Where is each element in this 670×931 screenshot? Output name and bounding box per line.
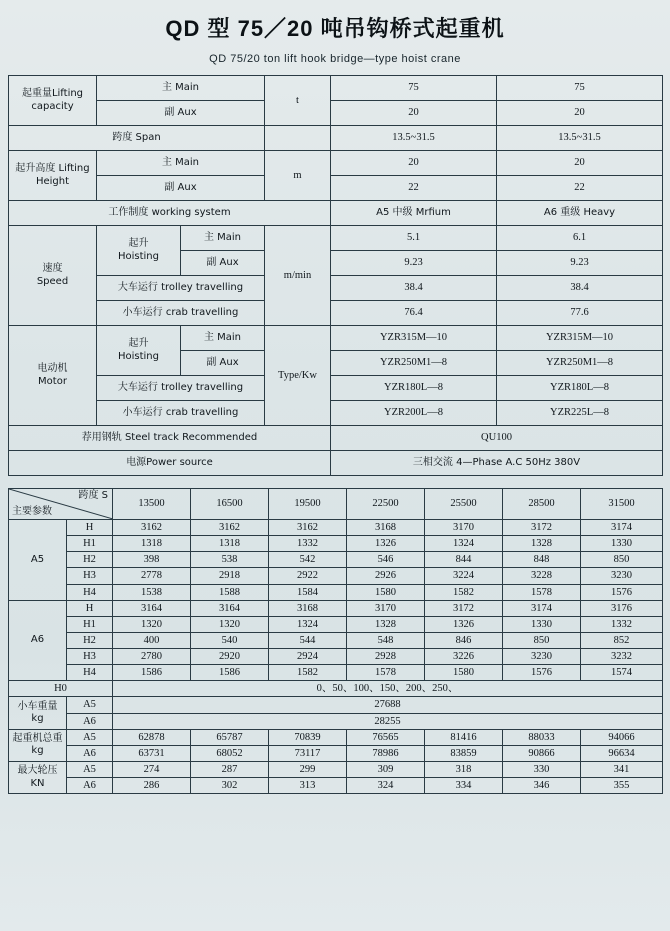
cell: 542 [269, 552, 347, 568]
cell: 3228 [503, 568, 581, 584]
cell: 1578 [503, 584, 581, 600]
row-label: A5 [67, 697, 113, 713]
table-row [9, 401, 663, 426]
cell: 355 [581, 778, 663, 794]
value-a5: 20 [331, 101, 497, 126]
table-row [9, 713, 663, 729]
row-label: A5 [67, 761, 113, 777]
row-label: 工作制度 working system [9, 201, 331, 226]
h0-value: 0、50、100、150、200、250、 [113, 681, 663, 697]
cell: 341 [581, 761, 663, 777]
value-a6: 22 [497, 176, 663, 201]
span-header: 28500 [503, 489, 581, 520]
row-label: 起重量Lifting capacity [9, 76, 97, 126]
table-row [9, 761, 663, 777]
table-row [9, 151, 663, 176]
trolley-weight-label: 小车重量 kg [9, 697, 67, 729]
cell: 538 [191, 552, 269, 568]
cell: 1318 [191, 536, 269, 552]
cell: 1580 [425, 665, 503, 681]
cell: 850 [503, 632, 581, 648]
group-label-a6: A6 [9, 600, 67, 681]
table-row [9, 536, 663, 552]
table-row [9, 376, 663, 401]
cell: 548 [347, 632, 425, 648]
cell: 2918 [191, 568, 269, 584]
cell: 28255 [113, 713, 663, 729]
cell: 1318 [113, 536, 191, 552]
cell: 286 [113, 778, 191, 794]
cell: 76565 [347, 729, 425, 745]
table-row [9, 697, 663, 713]
cell: 3176 [581, 600, 663, 616]
cell: 540 [191, 632, 269, 648]
value-a5: 13.5~31.5 [331, 126, 497, 151]
cell: 1588 [191, 584, 269, 600]
table-row [9, 616, 663, 632]
cell: 2778 [113, 568, 191, 584]
specification-table [8, 75, 663, 476]
cell: 90866 [503, 745, 581, 761]
cell: 1538 [113, 584, 191, 600]
row-sublabel: 大车运行 trolley travelling [97, 376, 265, 401]
cell: 1576 [581, 584, 663, 600]
h0-label: H0 [9, 681, 113, 697]
table-row [9, 126, 663, 151]
span-header: 16500 [191, 489, 269, 520]
cell: 2780 [113, 649, 191, 665]
row-sublabel: 主 Main [97, 151, 265, 176]
row-label: H1 [67, 536, 113, 552]
cell: 848 [503, 552, 581, 568]
cell: 1324 [425, 536, 503, 552]
table-row [9, 76, 663, 101]
value-a6: YZR180L—8 [497, 376, 663, 401]
cell: 3224 [425, 568, 503, 584]
cell: 1332 [269, 536, 347, 552]
cell: 3164 [113, 600, 191, 616]
cell: 3168 [269, 600, 347, 616]
cell: 94066 [581, 729, 663, 745]
cell: 1320 [113, 616, 191, 632]
span-header: 13500 [113, 489, 191, 520]
cell: 330 [503, 761, 581, 777]
row-label: H3 [67, 649, 113, 665]
table-row [9, 568, 663, 584]
steel-track-value: QU100 [331, 426, 663, 451]
value-a5: 20 [331, 151, 497, 176]
value-a6: 6.1 [497, 226, 663, 251]
span-header: 22500 [347, 489, 425, 520]
row-sublabel2: 副 Aux [181, 351, 265, 376]
diagonal-divider-icon [9, 489, 113, 519]
table-gap [8, 476, 662, 488]
cell: 3162 [191, 520, 269, 536]
cell: 274 [113, 761, 191, 777]
cell: 78986 [347, 745, 425, 761]
cell: 83859 [425, 745, 503, 761]
value-a6: 13.5~31.5 [497, 126, 663, 151]
table-row [9, 276, 663, 301]
span-header: 31500 [581, 489, 663, 520]
cell: 299 [269, 761, 347, 777]
table-row [9, 552, 663, 568]
cell: 68052 [191, 745, 269, 761]
value-a6: 77.6 [497, 301, 663, 326]
unit-cell: t [265, 76, 331, 126]
cell: 2928 [347, 649, 425, 665]
value-a5: YZR315M—10 [331, 326, 497, 351]
unit-cell [265, 126, 331, 151]
row-sublabel: 起升 Hoisting [97, 226, 181, 276]
table-row [9, 176, 663, 201]
cell: 544 [269, 632, 347, 648]
row-label: A6 [67, 778, 113, 794]
value-a5: YZR180L—8 [331, 376, 497, 401]
row-sublabel2: 副 Aux [181, 251, 265, 276]
row-label: A6 [67, 713, 113, 729]
cell: 3162 [269, 520, 347, 536]
cell: 3170 [347, 600, 425, 616]
table-row [9, 201, 663, 226]
cell: 1574 [581, 665, 663, 681]
cell: 3226 [425, 649, 503, 665]
table-header-row [9, 489, 663, 520]
cell: 88033 [503, 729, 581, 745]
table-row [9, 681, 663, 697]
power-source-label: 电源Power source [9, 451, 331, 476]
table-row [9, 778, 663, 794]
table-row [9, 301, 663, 326]
steel-track-label: 荐用钢轨 Steel track Recommended [9, 426, 331, 451]
cell: 3174 [503, 600, 581, 616]
corner-header [9, 489, 113, 520]
cell: 324 [347, 778, 425, 794]
cell: 1320 [191, 616, 269, 632]
table-row [9, 729, 663, 745]
row-sublabel: 起升 Hoisting [97, 326, 181, 376]
cell: 96634 [581, 745, 663, 761]
cell: 3170 [425, 520, 503, 536]
row-sublabel: 小车运行 crab travelling [97, 401, 265, 426]
row-sublabel: 副 Aux [97, 176, 265, 201]
cell: 1326 [425, 616, 503, 632]
parameter-table [8, 488, 663, 794]
corner-label-bottom: 主要参数 [12, 505, 52, 517]
table-row [9, 451, 663, 476]
row-sublabel2: 主 Main [181, 326, 265, 351]
page-subtitle: QD 75/20 ton lift hook bridge—type hoist crane [209, 53, 461, 65]
value-a5: A5 中级 Mrfium [331, 201, 497, 226]
cell: 309 [347, 761, 425, 777]
table-row [9, 745, 663, 761]
row-label: H3 [67, 568, 113, 584]
unit-cell: Type/Kw [265, 326, 331, 426]
table-row [9, 584, 663, 600]
value-a6: YZR250M1—8 [497, 351, 663, 376]
cell: 287 [191, 761, 269, 777]
table-row [9, 600, 663, 616]
cell: 3162 [113, 520, 191, 536]
cell: 3164 [191, 600, 269, 616]
cell: 27688 [113, 697, 663, 713]
cell: 1586 [113, 665, 191, 681]
cell: 73117 [269, 745, 347, 761]
value-a6: YZR315M—10 [497, 326, 663, 351]
row-label: H [67, 520, 113, 536]
cell: 2922 [269, 568, 347, 584]
value-a6: 20 [497, 101, 663, 126]
span-header: 25500 [425, 489, 503, 520]
table-row [9, 101, 663, 126]
row-label-motor: 电动机 Motor [9, 326, 97, 426]
cell: 81416 [425, 729, 503, 745]
cell: 1586 [191, 665, 269, 681]
cell: 1326 [347, 536, 425, 552]
cell: 1330 [503, 616, 581, 632]
cell: 400 [113, 632, 191, 648]
row-sublabel: 主 Main [97, 76, 265, 101]
cell: 313 [269, 778, 347, 794]
row-label: 跨度 Span [9, 126, 265, 151]
value-a5: 5.1 [331, 226, 497, 251]
row-label: H2 [67, 552, 113, 568]
cell: 852 [581, 632, 663, 648]
table-row [9, 649, 663, 665]
cell: 3168 [347, 520, 425, 536]
value-a6: YZR225L—8 [497, 401, 663, 426]
row-sublabel2: 主 Main [181, 226, 265, 251]
page-title: QD 型 75／20 吨吊钩桥式起重机 [165, 16, 505, 41]
cell: 1582 [425, 584, 503, 600]
cell: 1324 [269, 616, 347, 632]
cell: 1330 [581, 536, 663, 552]
unit-cell: m [265, 151, 331, 201]
table-row [9, 226, 663, 251]
cell: 1580 [347, 584, 425, 600]
power-source-value: 三相交流 4—Phase A.C 50Hz 380V [331, 451, 663, 476]
table-row [9, 665, 663, 681]
row-label: A5 [67, 729, 113, 745]
row-label: H4 [67, 665, 113, 681]
value-a6: 75 [497, 76, 663, 101]
cell: 1578 [347, 665, 425, 681]
value-a6: A6 重级 Heavy [497, 201, 663, 226]
value-a5: 38.4 [331, 276, 497, 301]
cell: 3230 [503, 649, 581, 665]
table-row [9, 426, 663, 451]
value-a5: 76.4 [331, 301, 497, 326]
value-a5: YZR200L—8 [331, 401, 497, 426]
value-a5: 9.23 [331, 251, 497, 276]
value-a5: 22 [331, 176, 497, 201]
max-wheel-pressure-label: 最大轮压KN [9, 761, 67, 793]
cell: 65787 [191, 729, 269, 745]
cell: 2920 [191, 649, 269, 665]
group-label-a5: A5 [9, 520, 67, 601]
cell: 3232 [581, 649, 663, 665]
cell: 1328 [347, 616, 425, 632]
cell: 1576 [503, 665, 581, 681]
cell: 1582 [269, 665, 347, 681]
cell: 318 [425, 761, 503, 777]
row-label: A6 [67, 745, 113, 761]
span-header: 19500 [269, 489, 347, 520]
value-a6: 20 [497, 151, 663, 176]
cell: 398 [113, 552, 191, 568]
cell: 1584 [269, 584, 347, 600]
value-a5: 75 [331, 76, 497, 101]
corner-label-top: 跨度 S [78, 490, 108, 501]
row-label: H2 [67, 632, 113, 648]
cell: 70839 [269, 729, 347, 745]
table-row [9, 520, 663, 536]
cell: 844 [425, 552, 503, 568]
row-label: H4 [67, 584, 113, 600]
total-weight-label: 起重机总重kg [9, 729, 67, 761]
table-row [9, 632, 663, 648]
row-label-speed: 速度 Speed [9, 226, 97, 326]
cell: 1332 [581, 616, 663, 632]
cell: 3172 [425, 600, 503, 616]
cell: 850 [581, 552, 663, 568]
value-a6: 38.4 [497, 276, 663, 301]
cell: 346 [503, 778, 581, 794]
cell: 3174 [581, 520, 663, 536]
value-a6: 9.23 [497, 251, 663, 276]
cell: 3230 [581, 568, 663, 584]
cell: 2926 [347, 568, 425, 584]
unit-cell: m/min [265, 226, 331, 326]
cell: 63731 [113, 745, 191, 761]
row-sublabel: 副 Aux [97, 101, 265, 126]
cell: 334 [425, 778, 503, 794]
row-label: H1 [67, 616, 113, 632]
cell: 846 [425, 632, 503, 648]
cell: 546 [347, 552, 425, 568]
value-a5: YZR250M1—8 [331, 351, 497, 376]
cell: 1328 [503, 536, 581, 552]
row-sublabel: 大车运行 trolley travelling [97, 276, 265, 301]
row-label: H [67, 600, 113, 616]
row-sublabel: 小车运行 crab travelling [97, 301, 265, 326]
row-label: 起升高度 Lifting Height [9, 151, 97, 201]
table-row [9, 326, 663, 351]
cell: 3172 [503, 520, 581, 536]
cell: 2924 [269, 649, 347, 665]
cell: 62878 [113, 729, 191, 745]
cell: 302 [191, 778, 269, 794]
